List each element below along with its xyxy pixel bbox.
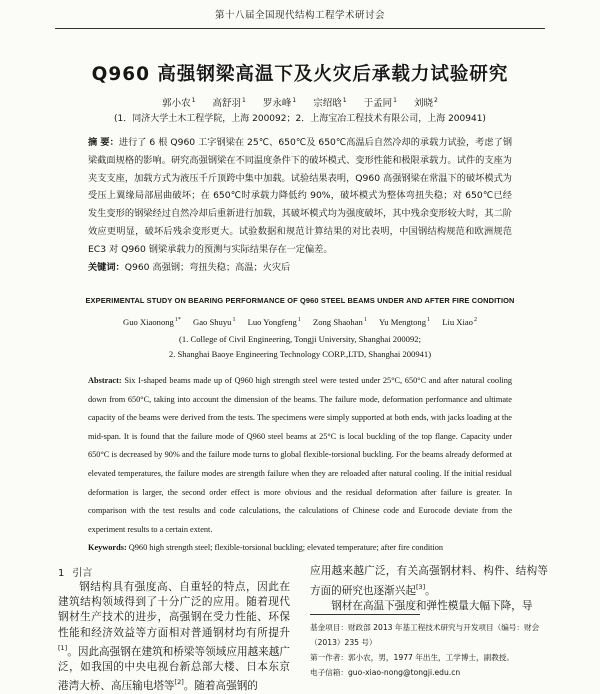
body-paragraph [310,564,548,599]
author-name: 郭小农 [162,98,191,109]
abstract-en-text: Six I-shaped beams made up of Q960 high strength steel were tested under 25°C, 650°C and after natural cooling down from 650°C, taking into account the dimension of the beams. The failure mode, deformation performance and ultimate capacity of the beams were derived from the tests. The specimens were simply supported at both ends, with jacks loading at the mid-span. It is found that the failure mode of Q960 steel beams at 25°C is local buckling of the top flange. Capacity under 650°C is decreased by 90% and the failure mode turns to global flexible-torsional buckling. For the beams already deformed at elevated temperatures, the failure modes are strength failure when they are reloaded after natural cooling. If the initial residual deformation is larger, the second order effect is more obvious and the residual deformation after failure is greater. In comparison with the test results and code calculations, the calculations of Chinese code and Eurocode deviate from the experiment results to a certain extent. [88,376,512,534]
body-left-column [58,580,290,693]
author-affil-mark: 1 [363,317,367,323]
author-affil-mark: 1 [242,97,246,104]
author-name: 刘晓 [414,98,434,109]
author-cn [263,98,296,109]
author-name: Gao Shuyu [193,317,232,327]
author-affil-mark: 2 [473,317,477,323]
conference-header: 第十八届全国现代结构工程学术研讨会 [214,10,385,21]
author-name: Luo Yongfeng [247,317,297,327]
keywords-cn-text: Q960 高强钢；弯扭失稳；高温；火灾后 [124,261,291,273]
author-cn [313,98,346,109]
section-heading [58,564,92,579]
keywords-en-label: Keywords: [88,543,127,553]
abstract-cn [88,134,512,259]
author-affil-mark: 1 [292,97,297,104]
body-text: 。因此高强钢在建筑和桥梁等领域应用越来越广泛，如我国的中央电视台新总部大楼、日本东京港湾大桥、高压输电塔等 [58,645,290,693]
footnote [310,620,548,684]
author-name: Zong Shaohan [312,317,363,327]
paper-title-cn: Q960 高强钢梁高温下及火灾后承载力试验研究 [91,64,509,85]
body-text: 。随着高强钢的 [183,680,258,693]
citation: [1] [58,643,68,652]
author-name: Liu Xiao [442,317,473,327]
body-text: 应用越来越广泛，有关高强钢材料、构件、结构等方面的研究也逐渐兴起 [310,565,548,597]
abstract-cn-block [88,134,512,276]
footnote-rule [310,614,420,615]
abstract-en-block [88,372,512,558]
footnote-email: 电子信箱：guo-xiao-nong@tongji.edu.cn [310,668,461,677]
keywords-cn [88,259,512,277]
header-rule [55,28,545,29]
author-en [442,317,477,327]
body-paragraph: 钢材在高温下强度和弹性模量大幅下降，导 [331,600,533,612]
author-en [123,317,181,327]
author-affil-mark: 1 [232,317,236,323]
author-list-en [0,317,600,327]
author-name: 罗永峰 [262,98,292,109]
author-affil-mark: 1 [191,97,196,104]
citation: [2] [174,678,184,687]
author-name: Yu Mengtong [379,317,427,327]
section-title: 引言 [72,568,93,579]
abstract-cn-label: 摘 要： [88,137,119,148]
author-affil-mark: 1* [174,317,181,323]
affiliation-en [0,332,600,362]
author-affil-mark: 1 [342,97,347,104]
footnote-first-author: 第一作者：郭小农，男，1977 年出生，工学博士，副教授。 [310,653,514,662]
author-affil-mark: 2 [434,97,438,104]
body-right-column [310,564,548,612]
affiliation-cn: (1．同济大学土木工程学院，上海 200092；2．上海宝冶工程技术有限公司，上海 200941) [114,114,486,124]
author-name: Guo Xiaonong [123,317,174,327]
author-name: 宗绍晗 [313,98,342,109]
citation: [3] [415,582,426,591]
author-en [379,317,430,327]
body-text: 钢结构具有强度高、自重轻的特点，因此在建筑结构领域得到了十分广泛的应用。随着现代钢材生产技术的进步，高强钢在受力性能、环保性能和经济效益等方面相对普通钢材均有所提升 [58,581,290,639]
author-name: 于孟同 [363,98,393,109]
author-en [248,317,301,327]
author-cn [213,98,246,109]
keywords-en-text: Q960 high strength steel; flexible-torsional buckling; elevated temperature; after fire condition [128,543,444,553]
author-en [193,317,235,327]
author-cn [414,98,438,109]
author-name: 高舒羽 [212,98,242,109]
section-number: 1 [58,568,65,579]
affiliation-en-line: (1. College of Civil Engineering, Tongji University, Shanghai 200092; [179,334,421,344]
author-affil-mark: 1 [427,317,431,323]
keywords-en [88,539,512,558]
keywords-cn-label: 关键词： [88,261,125,273]
abstract-cn-text: 进行了 6 根 Q960 工字钢梁在 25℃、650℃及 650℃高温后自然冷却的承载力试验，考虑了钢梁截面规格的影响。研究高强钢梁在不同温度条件下的破坏模式、变形性能和极限承载力。试件的支座为夹支支座，加载方式为液压千斤顶跨中集中加载。试验结果表明，Q960 高强钢梁在常温下的破坏模式为受压上翼缘局部屈曲破坏；在 650℃时承载力降低约 90%，破坏模式为整体弯扭失稳；对 650℃已经发生变形的钢梁经过自然冷却后重新进行加载，其破坏模式均为强度破坏，其中残余变形较大时，其二阶效应更明显，破坏后残余变形更大。试验数据和规范计算结果的对比表明，中国钢结构规范和欧洲规范 EC3 对 Q960 钢梁承载力的预测与实际结果存在一定偏差。 [88,137,513,255]
author-affil-mark: 1 [297,317,301,323]
author-affil-mark: 1 [393,97,397,104]
abstract-en [88,372,512,539]
author-en [313,317,367,327]
author-cn [162,98,195,109]
body-text: 。 [425,584,436,597]
footnote-funding: 基金项目：财政部 2013 年基工程技术研究与开发项目（编号：财会（2013）235 号） [310,623,540,647]
author-cn [364,98,397,109]
paper-title-en: EXPERIMENTAL STUDY ON BEARING PERFORMANCE OF Q960 STEEL BEAMS UNDER AND AFTER FIRE CONDITION [85,296,515,305]
author-list-cn [0,95,600,109]
abstract-en-label: Abstract: [88,376,122,385]
affiliation-en-line: 2. Shanghai Baoye Engineering Technology CORP.,LTD, Shanghai 200941) [168,349,432,359]
